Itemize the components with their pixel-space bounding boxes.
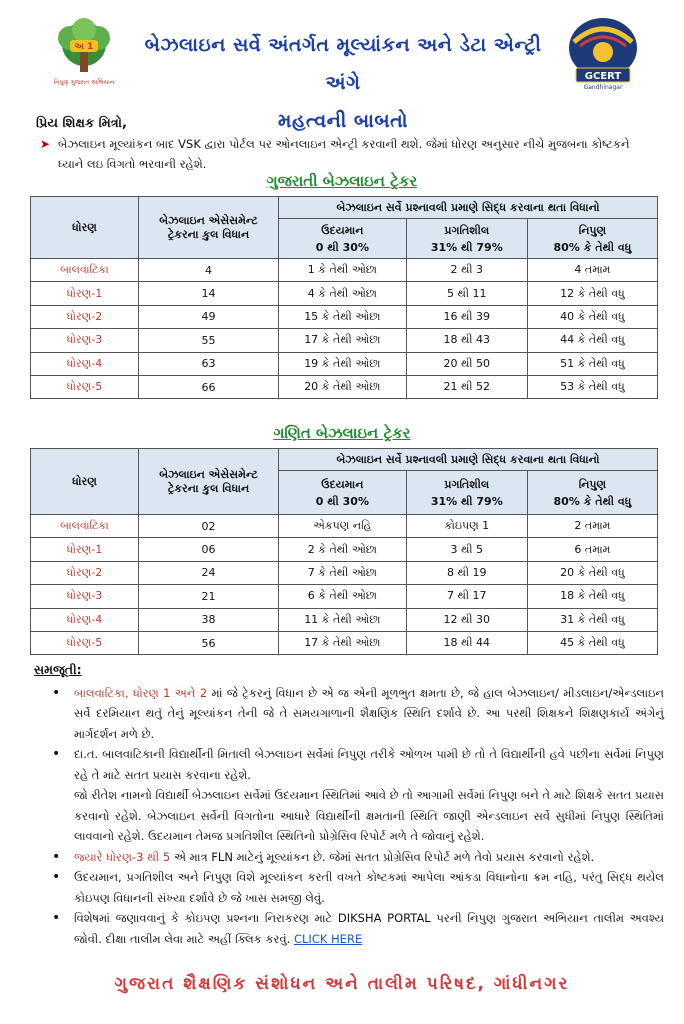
table-row: ધોરણ-2 49 15 કે તેથી ઓછા 16 થી 39 40 કે તેથી વધુ bbox=[31, 305, 658, 328]
footer-org-name: ગુજરાત શૈક્ષણિક સંશોધન અને તાલીમ પરિષદ, ગાંધીનગર bbox=[114, 974, 570, 994]
table-row: ધોરણ-1 14 4 કે તેથી ઓછા 5 થી 11 12 કે તેથી વધુ bbox=[31, 282, 658, 305]
svg-text:અ 1: અ 1 bbox=[74, 42, 94, 52]
col-level-pragatishil: પ્રગતિશીલ 31% થી 79% bbox=[406, 219, 527, 259]
title-line-1: બેઝલાઇન સર્વે અંતર્ગત મૂલ્યાંકન અને ડેટા એન્ટ્રી અંગે bbox=[144, 34, 542, 94]
notes-title: સમજૂતી: bbox=[34, 662, 82, 677]
col-std: ધોરણ bbox=[31, 449, 139, 515]
intro-text: ➤ બેઝલાઇન મૂલ્યાંકન બાદ VSK દ્વારા પોર્ટલ પર ઓનલાઇન એન્ટ્રી કરવાની થશે. જેમાં ધોરણ અનુસાર નીચે મુજબના કોષ્ટકને ધ્યાને લઇ વિગતો ભરવાની રહેશે. bbox=[58, 134, 658, 174]
col-level-udayman: ઉદયમાન 0 થી 30% bbox=[279, 219, 407, 259]
list-item: • બાલવાટિકા, ધોરણ 1 અને 2 માં જે ટ્રેકરનું વિધાન છે એ જ એની મૂળભુત ક્ષમતા છે, જે હાલ બેઝલાઇન/ મીડલાઇન/એન્ડલાઇન સર્વે દરમિયાન થતું તેનું મૂલ્યાંકન તેની જે તે સમયગાળાની શૈક્ષણિક સ્થિતિ દર્શાવે છે. આ પરથી શિક્ષકને શિક્ષણકાર્ય અંગેનું માર્ગદર્શન મળે છે. bbox=[74, 683, 664, 745]
click-here-link[interactable]: CLICK HERE bbox=[293, 931, 363, 946]
nipun-gujarat-logo-icon bbox=[48, 16, 120, 88]
col-level-nipun: નિપુણ 80% કે તેથી વધુ bbox=[527, 471, 657, 515]
table-row: બાલવાટિકા 4 1 કે તેથી ઓછા 2 થી 3 4 તમામ bbox=[31, 259, 658, 282]
notes-list bbox=[34, 683, 664, 950]
gcert-logo-icon bbox=[560, 12, 646, 92]
table-row: ધોરણ-3 55 17 કે તેથી ઓછા 18 થી 43 44 કે તેથી વધુ bbox=[31, 329, 658, 352]
list-item: • જ્યારે ધોરણ-3 થી 5 એ માત્ર FLN માટેનું મૂલ્યાંકન છે. જેમાં સતત પ્રોગ્રેસિવ રિપોર્ટ મળે તેવો પ્રયાસ કરવાનો રહેશે. bbox=[74, 847, 664, 868]
table-row: ધોરણ-2 24 7 કે તેથી ઓછા 8 થી 19 20 કે તેથી વધુ bbox=[31, 561, 658, 584]
title-line-2: મહત્વની બાબતો bbox=[278, 110, 408, 132]
table-row: ધોરણ-3 21 6 કે તેથી ઓછા 7 થી 17 18 કે તેથી વધુ bbox=[31, 585, 658, 608]
list-item: • દા.ત. બાલવાટિકાની વિદ્યાર્થીની મિતાલી બેઝલાઇન સર્વેમાં નિપુણ તરીકે ઓળખ પામી છે તો તે વિદ્યાર્થીની હવે પછીના સર્વેમાં નિપુણ રહે તે માટે સતત પ્રયાસ કરવાના રહેશે. જો રીતેશ નામનો વિદ્યાર્થી બેઝલાઇન સર્વેમાં ઉદયમાન સ્થિતિમાં આવે છે તો આગામી સર્વેમાં નિપુણ બને તે માટે શિક્ષકે સતત પ્રયાસ કરવાનો રહેશે. બેઝલાઇન સર્વેની વિગતોના આધારે વિદ્યાર્થીની ક્ષમતાની સ્થિતિ જાણી એન્ડલાઇન સર્વે સુધીમાં નિપુણ સ્થિતિમાં લાવવાનો રહેશે. ઉદયમાન તેમજ પ્રગતિશીલ સ્થિતિનો પ્રોગ્રેસિવ રિપોર્ટ મળે તે જોવાનું રહેશે. bbox=[74, 744, 664, 847]
col-group: બેઝલાઇન સર્વે પ્રશ્નાવલી પ્રમાણે સિદ્ધ કરવાના થતા વિધાનો bbox=[279, 449, 658, 471]
svg-text:Gandhinagar: Gandhinagar bbox=[583, 84, 623, 91]
svg-text:GCERT: GCERT bbox=[584, 71, 622, 82]
table-row: બાલવાટિકા 02 એકપણ નહિ કોઇપણ 1 2 તમામ bbox=[31, 515, 658, 538]
list-item: • વિશેષમાં જણાવવાનું કે કોઇપણ પ્રશ્નના નિરાકરણ માટે DIKSHA PORTAL પરની નિપુણ ગુજરાત અભિયાન તાલીમ અવશ્ય જોવી. દીક્ષા તાલીમ લેવા માટે અહીં ક્લિક કરવું. CLICK HERE bbox=[74, 908, 664, 949]
page-title bbox=[128, 26, 558, 140]
col-level-udayman: ઉદયમાન 0 થી 30% bbox=[279, 471, 407, 515]
table-row: ધોરણ-5 66 20 કે તેથી ઓછા 21 થી 52 53 કે તેથી વધુ bbox=[31, 375, 658, 398]
math-tracker-title: ગણિત બેઝલાઇન ટ્રેકર bbox=[273, 424, 411, 442]
col-total: બેઝલાઇન એસેસમેન્ટ ટ્રેકરના કુલ વિધાન bbox=[139, 449, 279, 515]
notes-section bbox=[34, 660, 664, 949]
gujarati-tracker-title: ગુજરાતી બેઝલાઇન ટ્રેકર bbox=[266, 172, 418, 190]
col-std: ધોરણ bbox=[31, 197, 139, 259]
table-row: ધોરણ-4 38 11 કે તેથી ઓછા 12 થી 30 31 કે તેથી વધુ bbox=[31, 608, 658, 631]
arrow-bullet-icon: ➤ bbox=[40, 137, 51, 151]
col-group: બેઝલાઇન સર્વે પ્રશ્નાવલી પ્રમાણે સિદ્ધ કરવાના થતા વિધાનો bbox=[279, 197, 658, 219]
col-level-pragatishil: પ્રગતિશીલ 31% થી 79% bbox=[406, 471, 527, 515]
col-total: બેઝલાઇન એસેસમેન્ટ ટ્રેકરના કુલ વિધાન bbox=[139, 197, 279, 259]
math-tracker-table bbox=[30, 448, 658, 655]
salutation: પ્રિય શિક્ષક મિત્રો, bbox=[36, 116, 127, 131]
gujarati-tracker-table bbox=[30, 196, 658, 399]
list-item: • ઉદયમાન, પ્રગતિશીલ અને નિપુણ વિશે મૂલ્યાંકન કરતી વખતે કોષ્ટકમાં આપેલા આંકડા વિધાનોના ક્રમ નહિ, પરંતુ સિદ્ધ થયેલ કોઇપણ વિધાનની સંખ્યા દર્શાવે છે જે ખાસ સમજી લેવું. bbox=[74, 867, 664, 908]
table-row: ધોરણ-4 63 19 કે તેથી ઓછા 20 થી 50 51 કે તેથી વધુ bbox=[31, 352, 658, 375]
col-level-nipun: નિપુણ 80% કે તેથી વધુ bbox=[527, 219, 657, 259]
svg-text:નિપુણ ગુજરાત અભિયાન: નિપુણ ગુજરાત અભિયાન bbox=[53, 79, 115, 86]
table-row: ધોરણ-5 56 17 કે તેથી ઓછા 18 થી 44 45 કે તેથી વધુ bbox=[31, 631, 658, 654]
table-row: ધોરણ-1 06 2 કે તેથી ઓછા 3 થી 5 6 તમામ bbox=[31, 538, 658, 561]
